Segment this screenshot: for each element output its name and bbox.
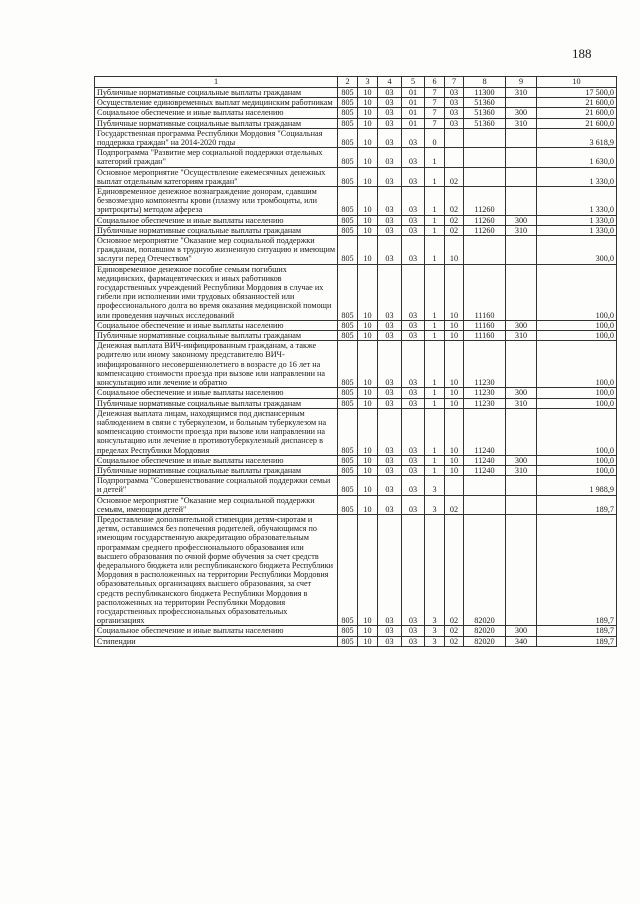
code-col2: 805	[338, 388, 358, 398]
code-col3: 10	[358, 514, 378, 625]
code-col7: 10	[445, 455, 464, 465]
code-col8	[464, 128, 506, 147]
row-name: Социальное обеспечение и иные выплаты населению	[95, 455, 338, 465]
code-col4: 03	[378, 331, 402, 341]
code-col6: 1	[425, 236, 445, 265]
code-col5: 03	[402, 187, 425, 216]
code-col2: 805	[338, 636, 358, 646]
code-col2: 805	[338, 264, 358, 320]
amount: 100,0	[537, 331, 617, 341]
row-name: Социальное обеспечение и иные выплаты населению	[95, 320, 338, 330]
code-col2: 805	[338, 225, 358, 235]
table-row	[95, 408, 617, 455]
row-name: Социальное обеспечение и иные выплаты населению	[95, 108, 338, 118]
code-col7: 10	[445, 388, 464, 398]
row-name: Публичные нормативные социальные выплаты гражданам	[95, 225, 338, 235]
code-col2: 805	[338, 331, 358, 341]
code-col5: 03	[402, 225, 425, 235]
code-col9: 310	[506, 398, 537, 408]
code-col2: 805	[338, 398, 358, 408]
code-col2: 805	[338, 320, 358, 330]
code-col9: 300	[506, 108, 537, 118]
amount: 100,0	[537, 341, 617, 388]
amount: 1 330,0	[537, 167, 617, 186]
code-col4: 03	[378, 455, 402, 465]
amount: 189,7	[537, 626, 617, 636]
code-col5: 03	[402, 514, 425, 625]
header-cell: 10	[537, 77, 617, 88]
code-col4: 03	[378, 148, 402, 167]
code-col9	[506, 476, 537, 495]
code-col8: 11160	[464, 264, 506, 320]
code-col3: 10	[358, 128, 378, 147]
page-number: 188	[572, 46, 592, 61]
row-name: Единовременное денежное вознаграждение донорам, сдавшим безвозмездно компоненты крови (плазму или тромбоциты, или эритроциты) методом афереза	[95, 187, 338, 216]
code-col3: 10	[358, 148, 378, 167]
code-col6: 1	[425, 215, 445, 225]
code-col7: 10	[445, 236, 464, 265]
code-col3: 10	[358, 225, 378, 235]
code-col5: 03	[402, 465, 425, 475]
code-col9: 310	[506, 225, 537, 235]
code-col4: 03	[378, 495, 402, 514]
code-col6: 1	[425, 341, 445, 388]
header-row	[95, 77, 617, 88]
header-cell: 3	[358, 77, 378, 88]
code-col3: 10	[358, 108, 378, 118]
code-col6: 3	[425, 626, 445, 636]
code-col6: 1	[425, 148, 445, 167]
amount: 1 330,0	[537, 225, 617, 235]
code-col2: 805	[338, 98, 358, 108]
code-col4: 03	[378, 88, 402, 98]
code-col8	[464, 476, 506, 495]
table-row	[95, 388, 617, 398]
code-col7: 03	[445, 108, 464, 118]
amount: 100,0	[537, 264, 617, 320]
code-col4: 03	[378, 465, 402, 475]
code-col3: 10	[358, 388, 378, 398]
code-col4: 03	[378, 514, 402, 625]
row-name: Основное мероприятие "Осуществление ежемесячных денежных выплат отдельным категориям граждан"	[95, 167, 338, 186]
code-col5: 03	[402, 215, 425, 225]
code-col5: 03	[402, 320, 425, 330]
table-row	[95, 187, 617, 216]
table-row	[95, 167, 617, 186]
table-row	[95, 465, 617, 475]
code-col7: 02	[445, 636, 464, 646]
row-name: Подпрограмма "Совершенствование социальной поддержки семьи и детей"	[95, 476, 338, 495]
code-col7: 03	[445, 118, 464, 128]
code-col2: 805	[338, 88, 358, 98]
code-col8: 82020	[464, 626, 506, 636]
table-row	[95, 225, 617, 235]
code-col6: 1	[425, 320, 445, 330]
code-col8: 11230	[464, 341, 506, 388]
code-col3: 10	[358, 236, 378, 265]
amount: 1 988,9	[537, 476, 617, 495]
code-col5: 03	[402, 408, 425, 455]
table-row	[95, 320, 617, 330]
code-col5: 03	[402, 167, 425, 186]
code-col2: 805	[338, 626, 358, 636]
code-col5: 01	[402, 118, 425, 128]
amount: 1 630,0	[537, 148, 617, 167]
code-col2: 805	[338, 495, 358, 514]
code-col7: 02	[445, 225, 464, 235]
code-col8	[464, 167, 506, 186]
code-col3: 10	[358, 408, 378, 455]
code-col4: 03	[378, 98, 402, 108]
code-col9: 310	[506, 88, 537, 98]
code-col3: 10	[358, 495, 378, 514]
code-col6: 7	[425, 98, 445, 108]
code-col5: 03	[402, 264, 425, 320]
code-col3: 10	[358, 320, 378, 330]
code-col6: 1	[425, 398, 445, 408]
table-row	[95, 514, 617, 625]
code-col8	[464, 148, 506, 167]
code-col3: 10	[358, 187, 378, 216]
code-col9: 300	[506, 388, 537, 398]
code-col2: 805	[338, 167, 358, 186]
code-col7: 10	[445, 408, 464, 455]
code-col2: 805	[338, 236, 358, 265]
code-col8: 11160	[464, 320, 506, 330]
code-col7: 10	[445, 320, 464, 330]
table-row	[95, 108, 617, 118]
code-col6: 1	[425, 264, 445, 320]
table-body	[95, 88, 617, 647]
code-col9	[506, 236, 537, 265]
amount: 21 600,0	[537, 108, 617, 118]
row-name: Основное мероприятие "Оказание мер социальной поддержки семьям, имеющим детей"	[95, 495, 338, 514]
code-col7: 03	[445, 88, 464, 98]
code-col7: 10	[445, 331, 464, 341]
code-col9: 300	[506, 320, 537, 330]
code-col4: 03	[378, 187, 402, 216]
code-col7	[445, 476, 464, 495]
row-name: Публичные нормативные социальные выплаты гражданам	[95, 398, 338, 408]
code-col3: 10	[358, 476, 378, 495]
code-col8: 11240	[464, 465, 506, 475]
row-name: Предоставление дополнительной стипендии детям-сиротам и детям, оставшимся без попечения родителей, обучающимся по имеющим государственную аккредитацию образовательным программам среднего профессионального образования или высшего образования по очной форме обучения за счет средств федерального бюджета или республиканского бюджета Республики Мордовия в расположенных на территории Республики Мордовия образовательных организациях высшего образования, за счет средств республиканского бюджета Республики Мордовия в расположенных на территории Республики Мордовия государственных профессиональных образовательных организациях	[95, 514, 338, 625]
code-col5: 03	[402, 626, 425, 636]
code-col7: 03	[445, 98, 464, 108]
header-cell: 9	[506, 77, 537, 88]
code-col7: 02	[445, 626, 464, 636]
code-col4: 03	[378, 167, 402, 186]
code-col6: 3	[425, 636, 445, 646]
code-col9: 310	[506, 465, 537, 475]
code-col4: 03	[378, 264, 402, 320]
code-col3: 10	[358, 626, 378, 636]
code-col5: 03	[402, 148, 425, 167]
amount: 100,0	[537, 465, 617, 475]
code-col2: 805	[338, 128, 358, 147]
code-col4: 03	[378, 388, 402, 398]
code-col6: 3	[425, 476, 445, 495]
code-col8: 11300	[464, 88, 506, 98]
row-name: Публичные нормативные социальные выплаты гражданам	[95, 118, 338, 128]
code-col9	[506, 128, 537, 147]
code-col6: 1	[425, 408, 445, 455]
code-col6: 1	[425, 455, 445, 465]
code-col6: 1	[425, 465, 445, 475]
table-row	[95, 98, 617, 108]
table-row	[95, 331, 617, 341]
code-col9: 310	[506, 118, 537, 128]
header-cell: 8	[464, 77, 506, 88]
amount: 3 618,9	[537, 128, 617, 147]
code-col7: 10	[445, 341, 464, 388]
code-col3: 10	[358, 215, 378, 225]
code-col2: 805	[338, 455, 358, 465]
code-col3: 10	[358, 455, 378, 465]
row-name: Государственная программа Республики Мордовия "Социальная поддержка граждан" на 2014-2020 годы	[95, 128, 338, 147]
budget-table	[94, 76, 617, 647]
code-col9: 310	[506, 331, 537, 341]
code-col2: 805	[338, 465, 358, 475]
amount: 1 330,0	[537, 187, 617, 216]
table-row	[95, 128, 617, 147]
code-col5: 03	[402, 398, 425, 408]
row-name: Публичные нормативные социальные выплаты гражданам	[95, 465, 338, 475]
code-col5: 03	[402, 388, 425, 398]
code-col8: 11160	[464, 331, 506, 341]
code-col6: 3	[425, 495, 445, 514]
code-col6: 1	[425, 187, 445, 216]
code-col8: 11230	[464, 388, 506, 398]
code-col7	[445, 128, 464, 147]
code-col4: 03	[378, 398, 402, 408]
row-name: Стипендии	[95, 636, 338, 646]
code-col3: 10	[358, 167, 378, 186]
code-col7: 02	[445, 167, 464, 186]
code-col9	[506, 341, 537, 388]
table-row	[95, 236, 617, 265]
code-col4: 03	[378, 236, 402, 265]
code-col5: 01	[402, 98, 425, 108]
header-cell: 6	[425, 77, 445, 88]
header-cell: 5	[402, 77, 425, 88]
code-col6: 1	[425, 331, 445, 341]
code-col3: 10	[358, 398, 378, 408]
code-col6: 7	[425, 108, 445, 118]
amount: 189,7	[537, 514, 617, 625]
code-col3: 10	[358, 118, 378, 128]
code-col5: 03	[402, 476, 425, 495]
code-col5: 01	[402, 88, 425, 98]
code-col4: 03	[378, 636, 402, 646]
code-col4: 03	[378, 118, 402, 128]
code-col4: 03	[378, 626, 402, 636]
code-col2: 805	[338, 476, 358, 495]
code-col4: 03	[378, 108, 402, 118]
row-name: Публичные нормативные социальные выплаты гражданам	[95, 88, 338, 98]
code-col7: 02	[445, 514, 464, 625]
code-col2: 805	[338, 187, 358, 216]
table-row	[95, 495, 617, 514]
code-col7: 02	[445, 215, 464, 225]
code-col8: 11240	[464, 408, 506, 455]
code-col5: 03	[402, 128, 425, 147]
code-col3: 10	[358, 88, 378, 98]
table-row	[95, 341, 617, 388]
table-row	[95, 215, 617, 225]
table-row	[95, 88, 617, 98]
code-col3: 10	[358, 341, 378, 388]
code-col9: 340	[506, 636, 537, 646]
code-col6: 7	[425, 88, 445, 98]
header-cell: 1	[95, 77, 338, 88]
code-col3: 10	[358, 465, 378, 475]
code-col5: 03	[402, 636, 425, 646]
code-col9	[506, 514, 537, 625]
code-col6: 1	[425, 388, 445, 398]
amount: 100,0	[537, 388, 617, 398]
code-col7: 10	[445, 398, 464, 408]
code-col9: 300	[506, 215, 537, 225]
code-col2: 805	[338, 108, 358, 118]
code-col9: 300	[506, 626, 537, 636]
code-col4: 03	[378, 341, 402, 388]
code-col8: 11260	[464, 187, 506, 216]
table-row	[95, 476, 617, 495]
header-cell: 2	[338, 77, 358, 88]
code-col2: 805	[338, 514, 358, 625]
code-col3: 10	[358, 331, 378, 341]
row-name: Денежная выплата ВИЧ-инфицированным гражданам, а также родителю или иному законному представителю ВИЧ-инфицированного несовершеннолетнего в возрасте до 16 лет на компенсацию стоимости проезда при вызове или направлении на консультацию или лечение и обратно	[95, 341, 338, 388]
code-col2: 805	[338, 341, 358, 388]
code-col4: 03	[378, 320, 402, 330]
code-col3: 10	[358, 636, 378, 646]
code-col2: 805	[338, 148, 358, 167]
code-col6: 7	[425, 118, 445, 128]
code-col5: 03	[402, 331, 425, 341]
code-col9	[506, 264, 537, 320]
code-col8	[464, 236, 506, 265]
row-name: Единовременное денежное пособие семьям погибших медицинских, фармацевтических и иных работников государственных учреждений Республики Мордовия в случае их гибели при исполнении ими трудовых обязанностей или профессионального долга во время оказания медицинской помощи или проведения научных исследований	[95, 264, 338, 320]
code-col8: 51360	[464, 118, 506, 128]
amount: 100,0	[537, 455, 617, 465]
code-col5: 03	[402, 236, 425, 265]
table-row	[95, 626, 617, 636]
row-name: Социальное обеспечение и иные выплаты населению	[95, 626, 338, 636]
code-col4: 03	[378, 215, 402, 225]
code-col8: 11260	[464, 225, 506, 235]
table-row	[95, 118, 617, 128]
code-col7: 02	[445, 187, 464, 216]
code-col8: 82020	[464, 636, 506, 646]
code-col3: 10	[358, 264, 378, 320]
code-col5: 01	[402, 108, 425, 118]
code-col4: 03	[378, 128, 402, 147]
code-col7: 02	[445, 495, 464, 514]
code-col8: 82020	[464, 514, 506, 625]
code-col7: 10	[445, 264, 464, 320]
code-col2: 805	[338, 215, 358, 225]
code-col9	[506, 167, 537, 186]
code-col4: 03	[378, 408, 402, 455]
amount: 17 500,0	[537, 88, 617, 98]
table-row	[95, 636, 617, 646]
code-col6: 0	[425, 128, 445, 147]
row-name: Социальное обеспечение и иные выплаты населению	[95, 215, 338, 225]
row-name: Денежная выплата лицам, находящимся под диспансерным наблюдением в связи с туберкулезом, и больным туберкулезом на компенсацию стоимости проезда при вызове или направлении на консультацию или лечение в противотуберкулезный диспансер в пределах Республики Мордовия	[95, 408, 338, 455]
code-col8: 11230	[464, 398, 506, 408]
amount: 100,0	[537, 398, 617, 408]
row-name: Основное мероприятие "Оказание мер социальной поддержки гражданам, попавшим в трудную жизненную ситуацию и имеющим заслуги перед Отечеством"	[95, 236, 338, 265]
code-col9: 300	[506, 455, 537, 465]
row-name: Подпрограмма "Развитие мер социальной поддержки отдельных категорий граждан"	[95, 148, 338, 167]
code-col5: 03	[402, 341, 425, 388]
table-row	[95, 398, 617, 408]
amount: 100,0	[537, 320, 617, 330]
amount: 189,7	[537, 636, 617, 646]
code-col4: 03	[378, 225, 402, 235]
code-col9	[506, 187, 537, 216]
amount: 1 330,0	[537, 215, 617, 225]
row-name: Осуществление единовременных выплат медицинским работникам	[95, 98, 338, 108]
amount: 21 600,0	[537, 118, 617, 128]
code-col7	[445, 148, 464, 167]
code-col6: 1	[425, 225, 445, 235]
table-row	[95, 264, 617, 320]
code-col9	[506, 98, 537, 108]
amount: 100,0	[537, 408, 617, 455]
row-name: Публичные нормативные социальные выплаты гражданам	[95, 331, 338, 341]
code-col8	[464, 495, 506, 514]
table-row	[95, 148, 617, 167]
code-col8: 51360	[464, 98, 506, 108]
code-col8: 51360	[464, 108, 506, 118]
row-name: Социальное обеспечение и иные выплаты населению	[95, 388, 338, 398]
code-col8: 11260	[464, 215, 506, 225]
table-row	[95, 455, 617, 465]
amount: 300,0	[537, 236, 617, 265]
amount: 21 600,0	[537, 98, 617, 108]
code-col6: 3	[425, 514, 445, 625]
code-col9	[506, 408, 537, 455]
amount: 189,7	[537, 495, 617, 514]
code-col2: 805	[338, 118, 358, 128]
header-cell: 7	[445, 77, 464, 88]
code-col8: 11240	[464, 455, 506, 465]
code-col3: 10	[358, 98, 378, 108]
code-col5: 03	[402, 495, 425, 514]
code-col9	[506, 495, 537, 514]
code-col2: 805	[338, 408, 358, 455]
code-col9	[506, 148, 537, 167]
code-col7: 10	[445, 465, 464, 475]
code-col6: 1	[425, 167, 445, 186]
code-col4: 03	[378, 476, 402, 495]
code-col5: 03	[402, 455, 425, 465]
header-cell: 4	[378, 77, 402, 88]
